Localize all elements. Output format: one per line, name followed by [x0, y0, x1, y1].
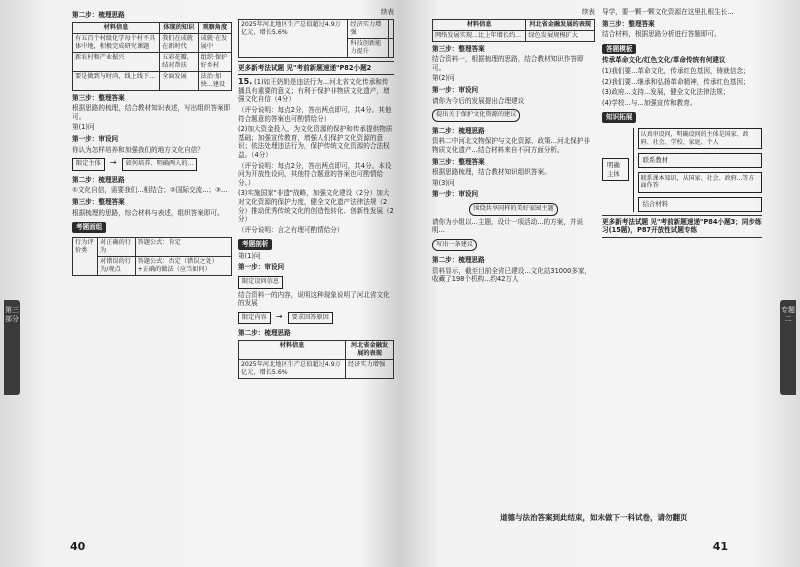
table-cell: 2025年河北地区生产总值超过4.9万亿元，增长5.6% — [239, 360, 346, 379]
table-header: 材料信息 — [433, 19, 526, 30]
score-note: （评分说明：言之有理可酌情给分） — [238, 225, 344, 234]
table-cell: 对正确的行为 — [98, 237, 136, 256]
section-tag: 知识拓展 — [602, 112, 636, 123]
tree-branches — [633, 128, 762, 212]
flow-box: 限定内容 — [238, 312, 271, 325]
step-title: 第三步：整理答案 — [432, 157, 485, 166]
step-title: 第三步：整理答案 — [72, 93, 125, 102]
question-label: 第(3)问 — [432, 178, 455, 187]
paragraph: 结合资料一的内容，说明这种现象说明了河北省文化的发展 — [238, 290, 390, 308]
table-cell: 成就·在发展中 — [198, 33, 231, 52]
answer-paragraph: (3)实施国家"非遗"战略，加强文化建设（2分）加大对文化资源的保护力度，健全文化遗产法律法规（2分）推动优秀传统文化的创造性转化、创新性发展（2分） — [238, 189, 394, 224]
table-cell: 全面发展 — [160, 71, 199, 90]
table-cell — [388, 38, 393, 57]
step-title: 第一步：审设问 — [238, 263, 285, 272]
score-note: （评分说明：每点2分，答出两点即可，共4分。其他符合题意的答案也可酌情给分） — [238, 105, 392, 123]
table-header: 河北省金融发展的表现 — [346, 341, 394, 360]
right-page — [400, 0, 800, 567]
step-title: 第二步：梳理思路 — [432, 256, 485, 265]
table-cell: 新农村和产业振兴 — [73, 52, 160, 71]
step-title: 第二步：梳理思路 — [72, 175, 125, 184]
thinking-table — [238, 340, 394, 379]
right-column-2 — [602, 8, 762, 241]
table-cell: 科技创新能力提升 — [348, 38, 389, 57]
more-questions-tip: 更多新考法试题 见"考前新题速递"P84小题3；同步练习(15题)，P87开放性试题专练 — [602, 215, 762, 238]
table-cell: 我们在成就在新时代 — [160, 33, 199, 52]
right-column-1 — [432, 8, 595, 286]
arrow-icon: → — [275, 311, 283, 321]
page-number: 41 — [712, 540, 728, 553]
table-cell: 答题公式：肯定 — [135, 237, 231, 256]
step-title: 第一步：审设问 — [432, 85, 479, 94]
paragraph: 资料显示，截至目前全省已建设...文化站31000多家，收藏了198个机构...约42万人 — [432, 266, 592, 284]
continued-label: 续表 — [380, 8, 394, 16]
table-cell — [388, 19, 393, 38]
paragraph: ①文化自信，需要我们...相结合；②国际交流...；③... — [72, 186, 228, 195]
table-row — [73, 52, 232, 71]
section-tag: 考题面组 — [72, 222, 106, 233]
table-row — [433, 30, 595, 41]
flow-box: 限定设问信息 — [238, 276, 283, 289]
arrow-icon: → — [109, 158, 117, 168]
score-note: （评分说明：每点2分，答出两点即可，共4分。本设问为开放性设问，其他符合题意的答案也可酌情给分。） — [238, 161, 392, 187]
table-cell: 有五百个村级化学每个村不具体中地，积极完成研究课题 — [73, 33, 160, 52]
list-item: (3)政府...支持...发展，健全文化法律法规； — [602, 88, 730, 97]
table-cell: 网络发展实现...比上年增长约... — [433, 30, 526, 41]
step-title: 第二步：梳理思路 — [72, 11, 125, 19]
paragraph: 请你为今后的发展提出合理建议 — [432, 96, 525, 105]
paragraph: 请你为小组以...主题，设计一项活动...的方案，并说明... — [432, 217, 584, 235]
mind-map — [602, 128, 762, 212]
continued-table — [238, 19, 394, 58]
table-cell: 对错误的行为/观点 — [98, 256, 136, 275]
paragraph: 你认为怎样培养和加强我们的地方文化自信？ — [72, 145, 204, 154]
step-title: 第三步：整理答案 — [602, 19, 655, 28]
paragraph: 结合资料一，根据梳理的思路，结合教材知识作答即可。 — [432, 55, 584, 72]
right-side-tab: 专题二 — [780, 300, 796, 395]
question-label: 第(1)问 — [238, 251, 261, 260]
table-cell: 行为评价类 — [73, 237, 98, 275]
table-cell: 2025年河北地区生产总值超过4.9万亿元，增长5.6% — [239, 19, 348, 57]
table-header: 材料信息 — [239, 341, 346, 360]
table-row — [73, 33, 232, 52]
step-title: 第一步：审设问 — [432, 190, 479, 199]
answer-text: (1)如王奶奶是违法行为...河北省文化传承和传播具有重要的意义；有利于保护非物质文化遗产，增强文化自信（4分） — [238, 78, 390, 104]
table-header: 观察角度 — [198, 22, 231, 33]
list-item: (2)我们要...继承和弘扬革命精神，传承红色基因； — [602, 77, 750, 86]
table-cell: 要是做到与时尚，线上线下... — [73, 71, 160, 90]
table-header: 体现的知识 — [160, 22, 199, 33]
more-questions-tip: 更多新考法试题 见"考前新题速递"P82小题2 — [238, 61, 394, 76]
tree-leaf: 认真审设问，明确设问的主体是国家、政府、社会、学校、家庭、个人 — [638, 128, 762, 149]
answer-paragraph — [238, 78, 394, 104]
left-side-tab: 第三部分 — [4, 300, 20, 395]
analysis-table — [72, 22, 232, 91]
answer-template-table — [72, 237, 232, 276]
paragraph: 根据梳理的思路，综合材料与表述，组织答案即可。 — [72, 208, 224, 217]
page-number: 40 — [70, 540, 86, 553]
flow-box: 要求回答原因 — [288, 312, 333, 325]
paragraph: 根据思路梳理，结合教材知识组织答案。 — [432, 168, 551, 177]
step-title: 第一步：审设问 — [72, 134, 119, 143]
table-cell: 经济实力增强 — [346, 360, 394, 379]
template-title: 传承革命文化/红色文化/革命传统有何建议 — [602, 56, 726, 65]
table-cell: 组织·保护好乡村 — [198, 52, 231, 71]
table-cell: 答题公式：否定（错误之处）+正确的做法（应当如何） — [135, 256, 231, 275]
paragraph: 结合材料，根据思路分析进行答题即可。 — [602, 30, 721, 39]
table-row — [73, 237, 232, 256]
flow-box: 限定主体 — [72, 158, 105, 171]
table-header: 材料信息 — [73, 22, 160, 33]
continued-label: 续表 — [581, 8, 595, 16]
step-title: 第三步：整理答案 — [72, 197, 125, 206]
paragraph: 资料二中河北文物保护与文化资源、政策...河北保护非物质文化遗产...结合材料来自不同方面分析。 — [432, 137, 590, 154]
section-tag: 答题模板 — [602, 44, 636, 55]
continued-table — [432, 19, 595, 42]
flow-box: 写出一条建议 — [432, 239, 477, 252]
end-notice: 道德与法治答案到此结束，如未做下一科试卷，请勿翻页 — [500, 513, 688, 522]
section-tag: 考题剖析 — [238, 239, 272, 250]
tree-leaf: 联系课本知识，从国家、社会、政府...等方面作答 — [638, 172, 762, 193]
paragraph: 导学，要一颗一颗文化资源在这里扎根生长... — [602, 8, 734, 16]
question-label: 第(1)问 — [72, 123, 95, 132]
list-item: (1)我们要...革命文化，传承红色基因，铸就信念； — [602, 66, 750, 75]
question-label: 第(2)问 — [432, 74, 455, 83]
flow-box: 围绕共享同样的美好家园主题 — [469, 203, 557, 216]
step-title: 第二步：梳理思路 — [432, 126, 485, 135]
flow-box: 提出关于保护文化资源的建议 — [432, 109, 520, 122]
table-row — [73, 71, 232, 90]
table-row — [239, 19, 394, 38]
table-cell: 法治·加快...建设 — [198, 71, 231, 90]
tree-node: 结合材料 — [638, 197, 762, 212]
answer-paragraph: (2)加大资金投入，为文化资源的保护和传承提供物质基础；加强宣传教育，增强人们保护文化资源的意识；依法处理违法行为，保护传统文化资源的合法权益。（4分） — [238, 125, 393, 159]
list-item: (4)学校...与...加强宣传和教育。 — [602, 98, 697, 107]
paragraph: 根据思路的梳理，结合教材知识表述，写出组织答案即可。 — [72, 104, 231, 121]
table-header: 河北省金融发展的表现 — [526, 19, 595, 30]
tree-root: 明确主体 — [602, 158, 629, 181]
left-column-1 — [72, 8, 232, 279]
step-title: 第三步：整理答案 — [432, 44, 485, 53]
question-number: 15. — [238, 77, 253, 87]
table-cell: 经济实力增强 — [348, 19, 389, 38]
tree-node: 联系教材 — [638, 153, 762, 168]
left-column-2 — [238, 8, 394, 382]
table-cell: 五彩花瓣，结对帮扶 — [160, 52, 199, 71]
table-row — [239, 360, 394, 379]
table-cell: 绿色发展规模扩大 — [526, 30, 595, 41]
flow-box: 如何培养、明确两人的... — [122, 158, 198, 171]
step-title: 第二步：梳理思路 — [238, 329, 291, 338]
